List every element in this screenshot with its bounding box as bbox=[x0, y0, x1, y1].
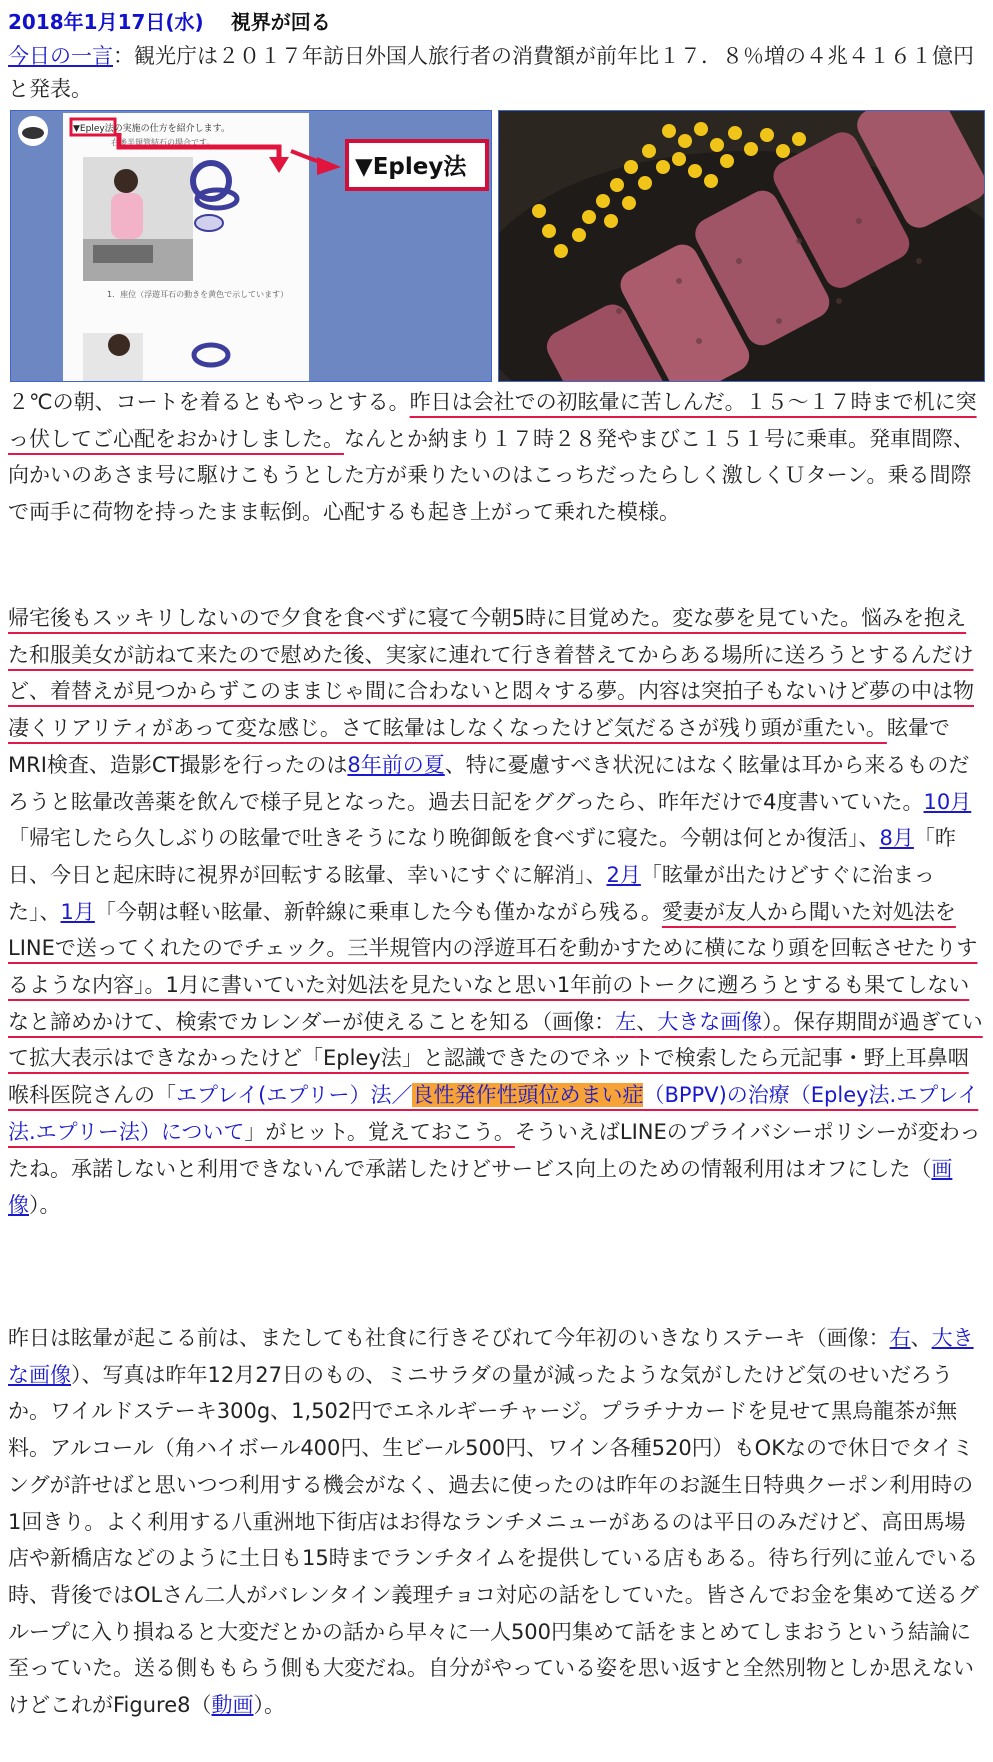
doc-line2-text: 右後半規管結石の場合です。 bbox=[111, 138, 215, 147]
p2-text-2: 、特に憂慮すべき状況にはなく眩暈は耳から来るものだろうと眩暈改善薬を飲んで様子見となった。過去日記をググったら、昨年だけで4度書いていた。 bbox=[8, 752, 970, 814]
p1-text-1: ２℃の朝、コートを着るともやっとする。 bbox=[8, 390, 410, 414]
p3-text-1: 昨日は眩暈が起こる前は、またしても社食に行きそびれて今年初のいきなりステーキ（画像： bbox=[8, 1326, 890, 1350]
p2-underlined-text-2: 愛妻が友人から聞いた対処法をLINEで送ってくれたのでチェック。三半規管内の浮遊耳石を動かすために横になり頭を回転させたりするような内容」。1月に書いていた対処法を見たいなと思い1年前のトークに遡ろうとするも果てしないなと諦めかけて、検索でカレンダーが使えることを知る（画像： bbox=[8, 899, 978, 1034]
p2-text-5: 「眩暈が出たけどすぐに治まった」、 bbox=[8, 862, 935, 924]
doc-line1-text: ▼Epley法の実施の仕方を紹介します。 bbox=[73, 124, 230, 134]
link-8-years-ago-summer[interactable]: 8年前の夏 bbox=[347, 752, 445, 777]
p1-text-2: なんとか納まり１７時２８発やまびこ１５１号に乗車。発車間際、向かいのあさま号に駆けこもうとした方が乗りたいのはこっちだったらしく激しくＵターン。乗る間際で両手に荷物を持ったまま転倒。心配するも起き上がって乗れた模様。 bbox=[8, 426, 974, 525]
p2-underlined-text-1: 帰宅後もスッキリしないので夕食を食べずに寝て今朝5時に目覚めた。変な夢を見ていた。悩みを抱えた和服美女が訪ねて来たので慰めた後、実家に連れて行き着替えてからある場所に送ろうとするんだけど、着替えが見つからずこのままじゃ間に合わないと悶々する夢。内容は突拍子もないけど夢の中は物凄くリアリティがあって変な感じ。さて眩暈はしなくなったけど気だるさが残り頭が重たい。 bbox=[8, 606, 974, 741]
daily-word-link[interactable]: 今日の一言 bbox=[8, 44, 113, 68]
link-august[interactable]: 8月 bbox=[879, 826, 914, 851]
link-left-image[interactable]: 左 bbox=[615, 1009, 637, 1034]
p3-separator: 、 bbox=[910, 1326, 932, 1350]
photo-row bbox=[10, 110, 985, 382]
entry-date: 2018年1月17日(水) bbox=[8, 10, 204, 34]
steak-photo[interactable] bbox=[498, 110, 985, 382]
link-video[interactable]: 動画 bbox=[211, 1693, 254, 1718]
p2-text-3: 「帰宅したら久しぶりの眩暈で吐きそうになり晩御飯を食べずに寝た。今朝は何とか復活」、 bbox=[8, 826, 880, 851]
p2-text-6: 「今朝は軽い眩暈、新幹線に乗車した今も僅かながら残る。 bbox=[94, 899, 662, 924]
p2-underlined-text-4: 」がヒット。覚えておこう。 bbox=[244, 1119, 515, 1144]
entry-header bbox=[8, 6, 331, 36]
p3-text-3: ）。 bbox=[253, 1693, 285, 1718]
epley-caption-text: ▼Epley法 bbox=[355, 154, 467, 180]
steak-drawing bbox=[499, 111, 984, 381]
p2-text-4: 「昨日、今日と起床時に視界が回転する眩暈、幸いにすぐに解消」、 bbox=[8, 826, 956, 887]
link-large-image-1[interactable]: 大きな画像 bbox=[657, 1009, 763, 1034]
daily-word bbox=[8, 40, 983, 106]
link-january[interactable]: 1月 bbox=[60, 899, 95, 924]
line-screenshot-image[interactable] bbox=[10, 110, 492, 382]
link-large-image-2[interactable]: 大きな画像 bbox=[8, 1326, 974, 1387]
link-line-privacy-image[interactable]: 画像 bbox=[8, 1156, 953, 1218]
p1-underlined-text: 昨日は会社での初眩暈に苦しんだ。１５～１７時まで机に突っ伏してご心配をおかけしました。 bbox=[8, 390, 977, 451]
p2-separator: 、 bbox=[636, 1009, 658, 1034]
p2-text-7: そういえばLINEのプライバシーポリシーが変わったね。承諾しないと利用できないんで承諾したけどサービス向上のための情報利用はオフにした（ bbox=[8, 1119, 981, 1181]
link-epley-article-highlight[interactable]: 良性発作性頭位めまい症 bbox=[412, 1083, 644, 1108]
paragraph-2 bbox=[8, 600, 983, 1224]
link-right-image[interactable]: 右 bbox=[889, 1326, 911, 1350]
entry-title: 視界が回る bbox=[230, 10, 331, 34]
link-february[interactable]: 2月 bbox=[606, 862, 641, 887]
p2-text-1: 眩暈でMRI検査、造影CT撮影を行ったのは bbox=[8, 716, 950, 777]
paragraph-1 bbox=[8, 384, 983, 531]
daily-word-text: ：観光庁は２０１７年訪日外国人旅行者の消費額が前年比１７．８％増の４兆４１６１億円と発表。 bbox=[8, 44, 974, 101]
doc-step-text: 1．座位（浮遊耳石の動きを黄色で示しています） bbox=[107, 290, 289, 299]
link-october[interactable]: 10月 bbox=[923, 789, 972, 814]
paragraph-3 bbox=[8, 1320, 983, 1724]
link-epley-article-1[interactable]: エプレイ(エプリー）法／ bbox=[176, 1083, 413, 1108]
p2-text-8: ）。 bbox=[29, 1193, 61, 1218]
p2-underlined-text-3: ）。保存期間が過ぎていて拡大表示はできなかったけど「Epley法」と認識できたのでネットで検索したら元記事・野上耳鼻咽喉科医院さんの「 bbox=[8, 1009, 983, 1108]
line-screenshot-drawing bbox=[11, 111, 491, 381]
link-epley-article-2[interactable]: （BPPV)の治療（Epley法.エプレイ法.エプリー法）について bbox=[8, 1083, 979, 1144]
p3-text-2: ）、写真は昨年12月27日のもの、ミニサラダの量が減ったような気がしたけど気のせいだろうか。ワイルドステーキ300g、1,502円でエネルギーチャージ。プラチナカードを見せて黒烏龍茶が無料。アルコール（角ハイボール400円、生ビール500円、ワイン各種520円）もOKなので休日でタイミングが許せばと思いつつ利用する機会がなく、過去に使ったのは昨年のお誕生日特典クーポン利用時の1回きり。よく利用する八重洲地下街店はお得なランチメニューがあるのは平日のみだけど、高田馬場店や新橋店などのように土日も15時までランチタイムを提供している店もある。待ち行列に並んでいる時、背後ではOLさん二人がバレンタイン義理チョコ対応の話をしていた。皆さんでお金を集めて送るグループに入り損ねると大変だとかの話から早々に一人500円集めて話をまとめてしまおうという結論に至っていた。送る側ももらう側も大変だね。自分がやっている姿を思い返すと全然別物としか思えないけどこれがFigure8（ bbox=[8, 1362, 979, 1718]
